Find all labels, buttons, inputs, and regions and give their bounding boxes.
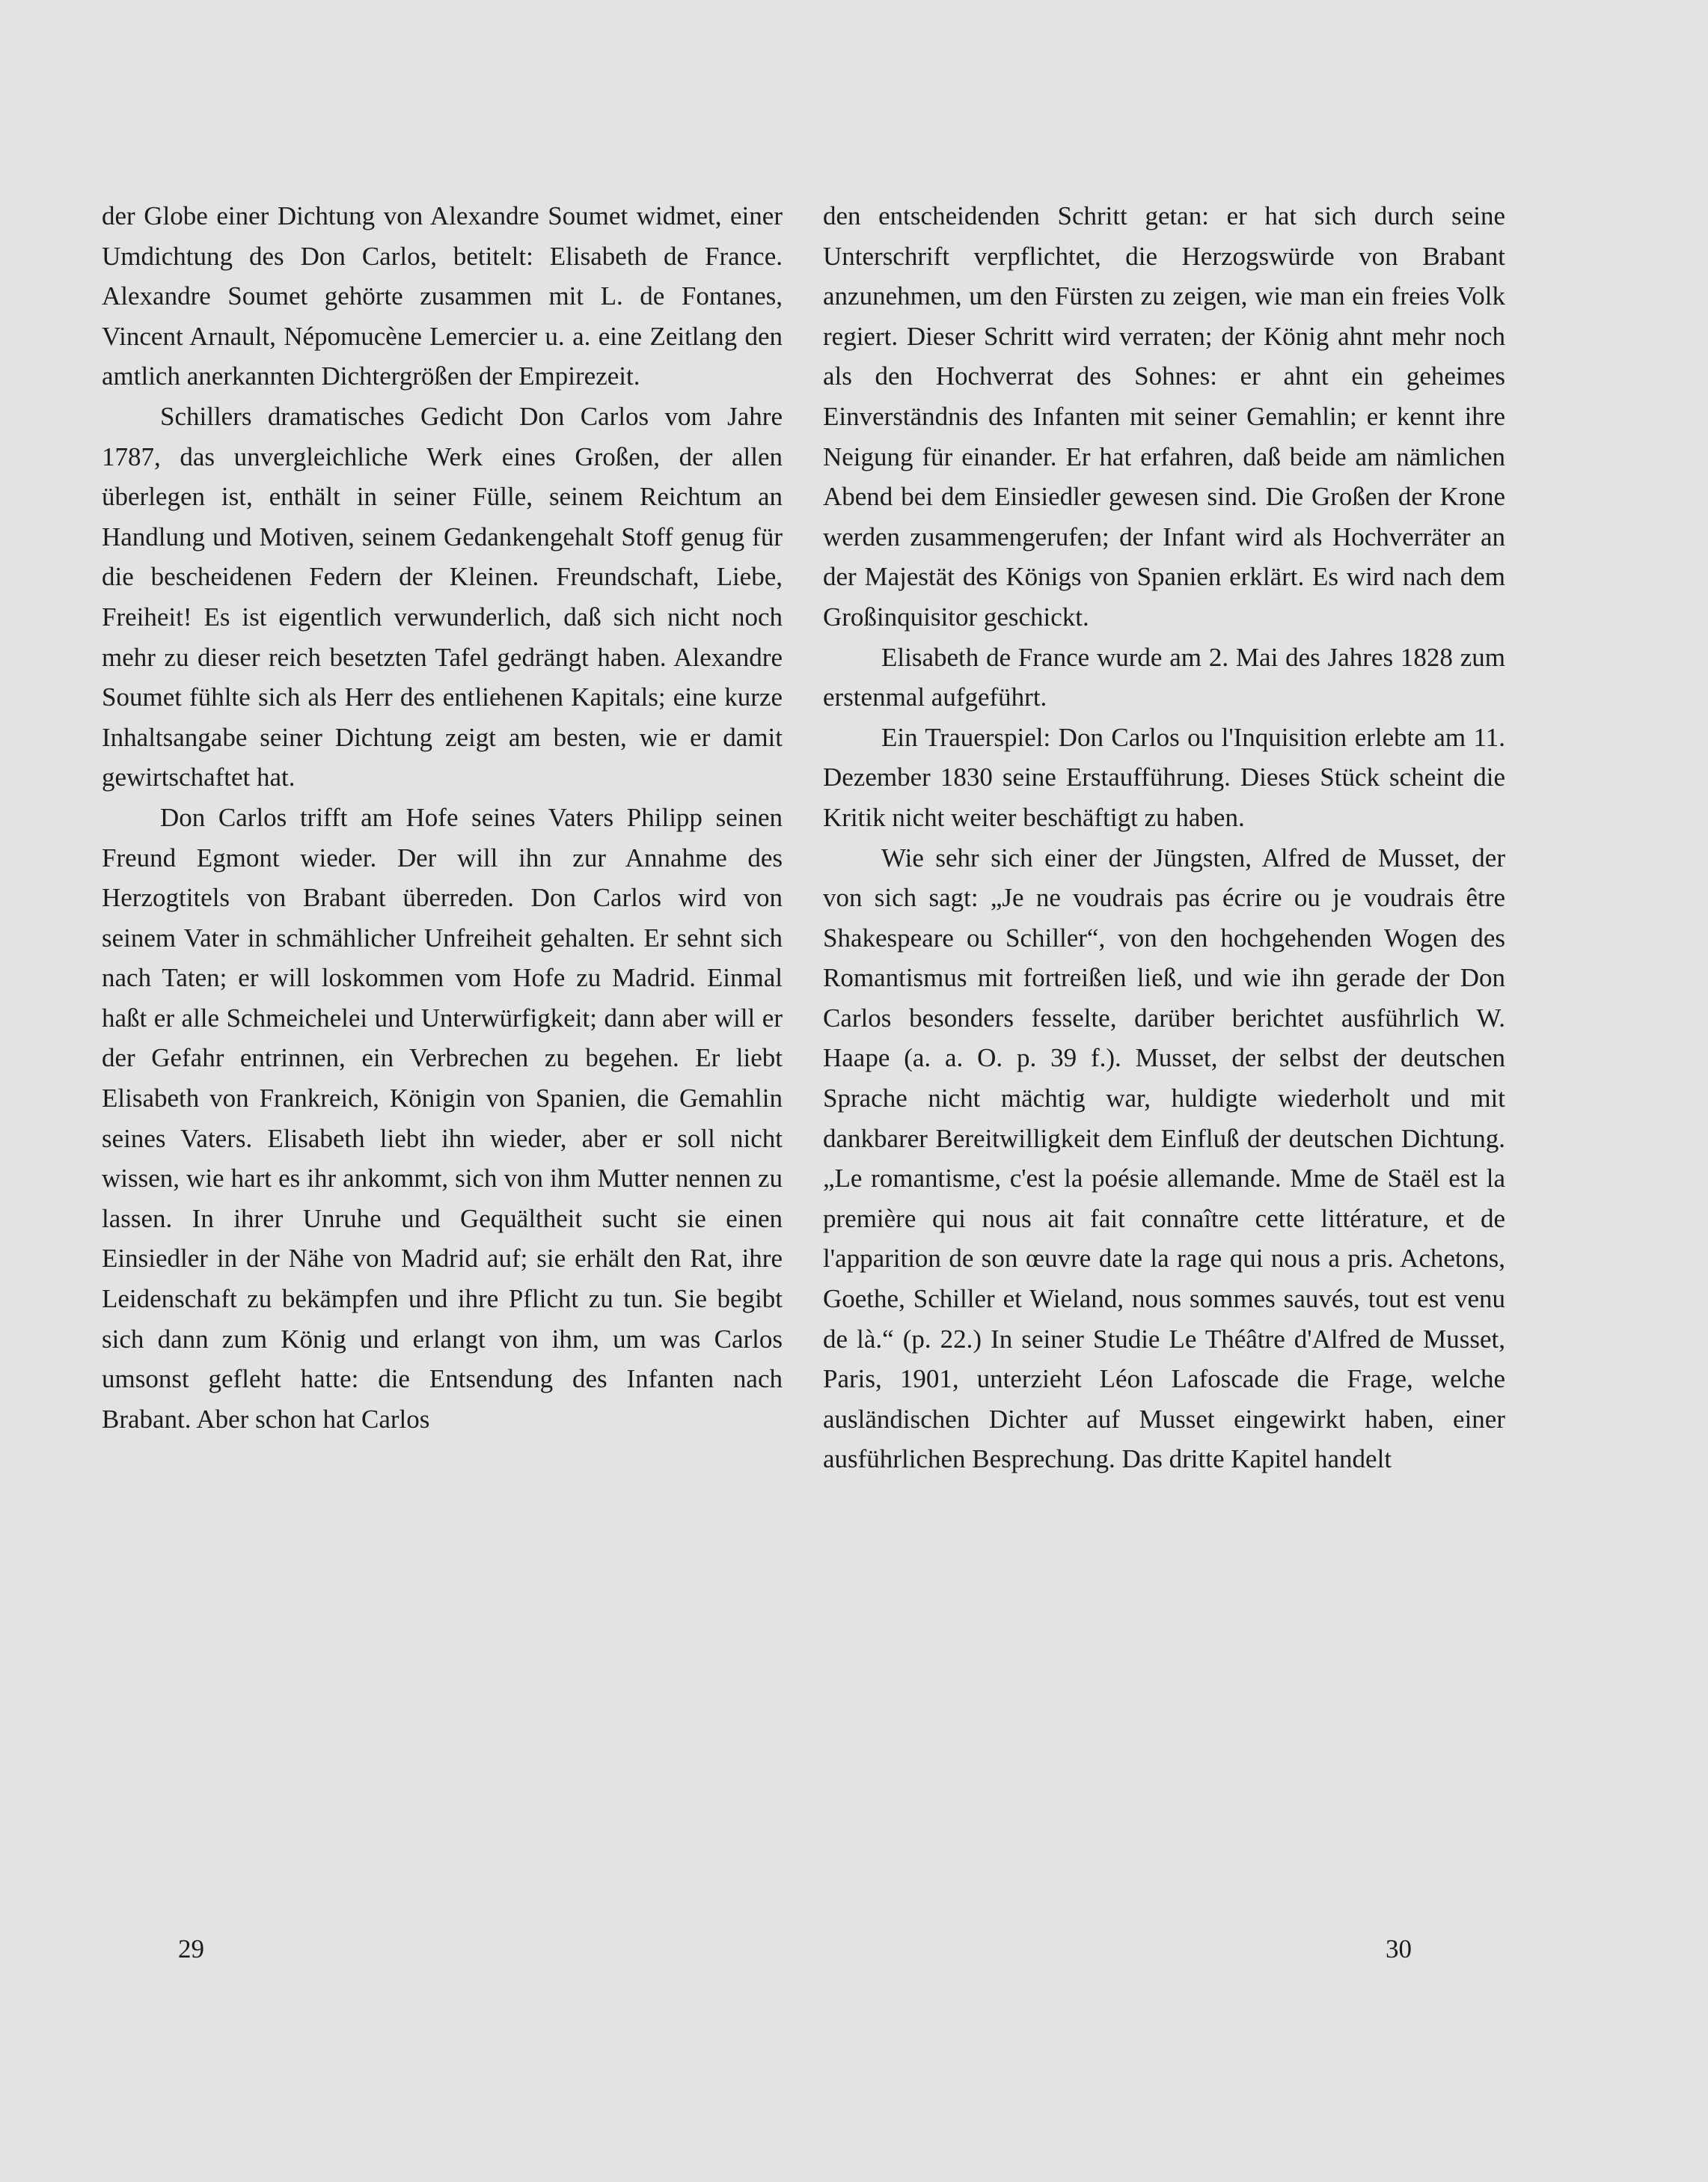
left-page-text bbox=[102, 196, 783, 1439]
page-number-right: 30 bbox=[1386, 1934, 1412, 1964]
paragraph: Ein Trauerspiel: Don Carlos ou l'Inquisition erlebte am 11. Dezember 1830 seine Erstaufführung. Dieses Stück scheint die Kritik nicht weiter beschäftigt zu haben. bbox=[823, 722, 1505, 832]
paragraph: den entscheidenden Schritt getan: er hat sich durch seine Unterschrift verpflichtet, die Herzogswürde von Brabant anzunehmen, um den Fürsten zu zeigen, wie man ein freies Volk regiert. Dieser Schritt wird verraten; der König ahnt mehr noch als den Hochverrat des Sohnes: er ahnt ein geheimes Einverständnis des Infanten mit seiner Gemahlin; er kennt ihre Neigung für einander. Er hat erfahren, daß beide am nämlichen Abend bei dem Einsiedler gewesen sind. Die Großen der Krone werden zusammengerufen; der Infant wird als Hochverräter an der Majestät des Königs von Spanien erklärt. Es wird nach dem Großinquisitor geschickt. bbox=[823, 201, 1505, 632]
right-page-text bbox=[823, 196, 1505, 1479]
paragraph: Elisabeth de France wurde am 2. Mai des Jahres 1828 zum erstenmal aufgeführt. bbox=[823, 642, 1505, 712]
paragraph: der Globe einer Dichtung von Alexandre Soumet widmet, einer Umdichtung des Don Carlos, betitelt: Elisabeth de France. Alexandre Soumet gehörte zusammen mit L. de Fontanes, Vincent Arnault, Népomucène Lemercier u. a. eine Zeitlang den amtlich anerkannten Dichtergrößen der Empirezeit. bbox=[102, 201, 783, 391]
paragraph: Don Carlos trifft am Hofe seines Vaters Philipp seinen Freund Egmont wieder. Der will ihn zur Annahme des Herzogtitels von Brabant überreden. Don Carlos wird von seinem Vater in schmählicher Unfreiheit gehalten. Er sehnt sich nach Taten; er will loskommen vom Hofe zu Madrid. Einmal haßt er alle Schmeichelei und Unterwürfigkeit; dann aber will er der Gefahr entrinnen, ein Verbrechen zu begehen. Er liebt Elisabeth von Frankreich, Königin von Spanien, die Gemahlin seines Vaters. Elisabeth liebt ihn wieder, aber er soll nicht wissen, wie hart es ihr ankommt, sich von ihm Mutter nennen zu lassen. In ihrer Unruhe und Gequältheit sucht sie einen Einsiedler in der Nähe von Madrid auf; sie erhält den Rat, ihre Leidenschaft zu bekämpfen und ihre Pflicht zu tun. Sie begibt sich dann zum König und erlangt von ihm, um was Carlos umsonst gefleht hatte: die Entsendung des Infanten nach Brabant. Aber schon hat Carlos bbox=[102, 802, 783, 1434]
paragraph: Schillers dramatisches Gedicht Don Carlos vom Jahre 1787, das unvergleichliche Werk eines Großen, der allen überlegen ist, enthält in seiner Fülle, seinem Reichtum an Handlung und Motiven, seinem Gedankengehalt Stoff genug für die bescheidenen Federn der Kleinen. Freundschaft, Liebe, Freiheit! Es ist eigentlich verwunderlich, daß sich nicht noch mehr zu dieser reich besetzten Tafel gedrängt haben. Alexandre Soumet fühlte sich als Herr des entliehenen Kapitals; eine kurze Inhaltsangabe seiner Dichtung zeigt am besten, wie er damit gewirtschaftet hat. bbox=[102, 401, 783, 792]
page-number-left: 29 bbox=[178, 1934, 204, 1964]
paragraph: Wie sehr sich einer der Jüngsten, Alfred de Musset, der von sich sagt: „Je ne voudrais pas écrire ou je voudrais être Shakespeare ou Schiller“, von den hochgehenden Wogen des Romantismus mit fortreißen ließ, und wie ihn gerade der Don Carlos besonders fesselte, darüber berichtet ausführlich W. Haape (a. a. O. p. 39 f.). Musset, der selbst der deutschen Sprache nicht mächtig war, huldigte wiederholt und mit dankbarer Bereitwilligkeit dem Einfluß der deutschen Dichtung. „Le romantisme, c'est la poésie allemande. Mme de Staël est la première qui nous ait fait connaître cette littérature, et de l'apparition de son œuvre date la rage qui nous a pris. Achetons, Goethe, Schiller et Wieland, nous sommes sauvés, tout est venu de là.“ (p. 22.) In seiner Studie Le Théâtre d'Alfred de Musset, Paris, 1901, unterzieht Léon Lafoscade die Frage, welche ausländischen Dichter auf Musset eingewirkt haben, einer ausführlichen Besprechung. Das dritte Kapitel handelt bbox=[823, 843, 1505, 1474]
